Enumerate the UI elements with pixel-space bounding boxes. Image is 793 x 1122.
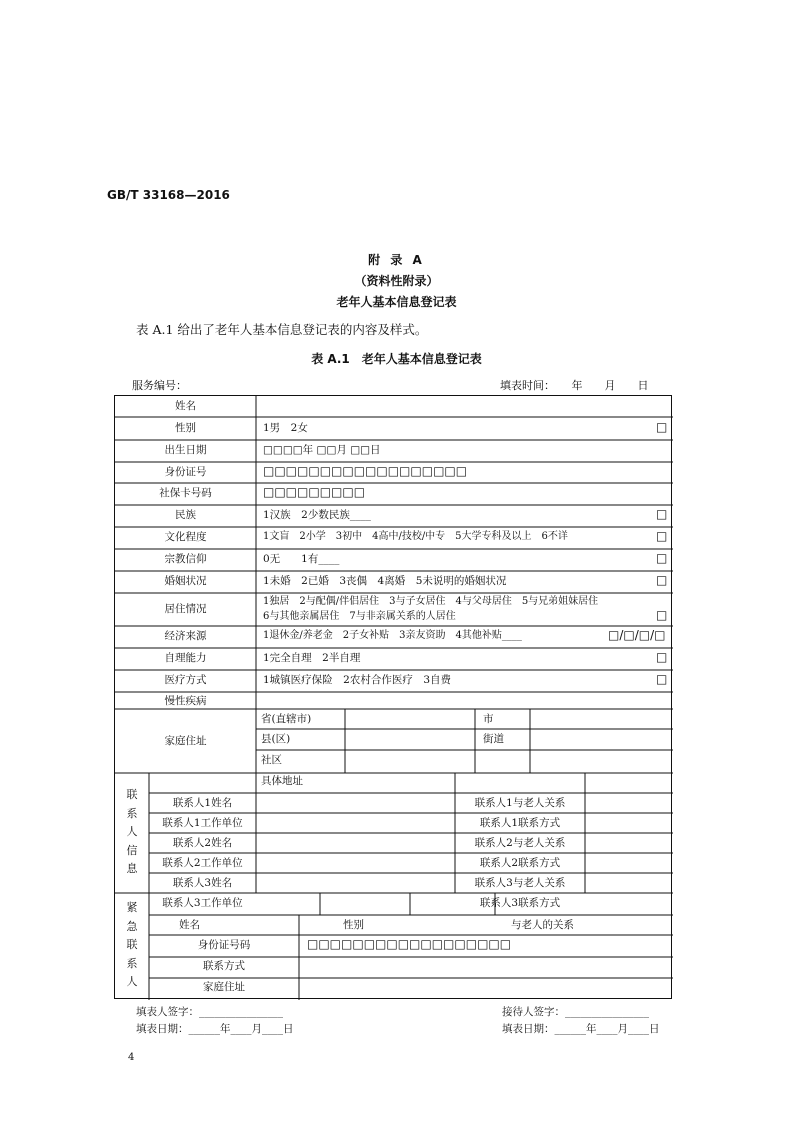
community-label: 社区 <box>261 754 282 766</box>
income-source-checkboxes[interactable]: □/□/□/□ <box>608 628 666 642</box>
marital-status-checkbox[interactable]: □ <box>656 573 668 587</box>
gender-label: 性别 <box>175 422 196 434</box>
self-care-label: 自理能力 <box>164 652 207 664</box>
intro-text: 表 A.1 给出了老年人基本信息登记表的内容及样式。 <box>136 322 428 337</box>
ethnicity-options: 1汉族 2少数民族____ <box>263 509 371 521</box>
emergency-phone-label: 联系方式 <box>203 960 245 972</box>
filler-signature: 填表人签字：________________ <box>136 1006 283 1018</box>
emergency-relation-label: 与老人的关系 <box>511 919 574 931</box>
detail-address-label: 具体地址 <box>261 775 303 787</box>
appendix-title: 附 录 A <box>368 253 425 267</box>
contact-row-1-right: 联系人1联系方式 <box>479 817 561 829</box>
income-source-options: 1退休金/养老金 2子女补贴 3亲友资助 4其他补贴____ <box>263 630 522 641</box>
residence-options-line2: 6与其他亲属居住 7与非亲属关系的人居住 <box>263 611 456 622</box>
income-source-label: 经济来源 <box>164 630 207 642</box>
id-number-boxes[interactable]: □□□□□□□□□□□□□□□□□□ <box>263 464 468 478</box>
contact-row-3-left: 联系人2工作单位 <box>162 857 243 869</box>
self-care-checkbox[interactable]: □ <box>656 650 668 664</box>
registration-form-table <box>114 395 672 999</box>
emergency-id-label: 身份证号码 <box>197 939 251 951</box>
home-address-label: 家庭住址 <box>164 735 207 747</box>
emergency-name-label: 姓名 <box>179 919 200 931</box>
residence-label: 居住情况 <box>164 603 207 615</box>
education-options: 1文盲 2小学 3初中 4高中/技校/中专 5大学专科及以上 6不详 <box>263 531 568 542</box>
ethnicity-checkbox[interactable]: □ <box>656 507 668 521</box>
appendix-name: 老年人基本信息登记表 <box>336 295 457 309</box>
emergency-id-boxes[interactable]: □□□□□□□□□□□□□□□□□□ <box>307 937 512 951</box>
education-checkbox[interactable]: □ <box>656 529 668 543</box>
medical-method-label: 医疗方式 <box>164 674 207 686</box>
contact-row-4-left: 联系人3姓名 <box>172 877 233 889</box>
appendix-type: （资料性附录） <box>354 274 439 288</box>
religion-label: 宗教信仰 <box>164 553 207 565</box>
name-label: 姓名 <box>175 400 196 412</box>
self-care-options: 1完全自理 2半自理 <box>263 652 361 664</box>
contact-row-2-left: 联系人2姓名 <box>172 837 233 849</box>
service-number-label: 服务编号： <box>132 379 187 392</box>
religion-options: 0无 1有____ <box>263 553 340 565</box>
contact-row-2-right: 联系人2与老人关系 <box>474 837 566 849</box>
birth-date-label: 出生日期 <box>164 444 207 456</box>
contact-row-1-left: 联系人1工作单位 <box>162 817 243 829</box>
street-label: 街道 <box>483 733 504 745</box>
table-caption: 表 A.1 老年人基本信息登记表 <box>311 352 482 366</box>
county-label: 县(区) <box>261 733 291 745</box>
contact-row-3-right: 联系人2联系方式 <box>479 857 561 869</box>
emergency-group-label: 紧急联系人 <box>126 901 138 988</box>
fill-date-left: 填表日期：______年____月____日 <box>136 1023 294 1035</box>
chronic-disease-label: 慢性疾病 <box>164 695 207 707</box>
emergency-gender-label: 性别 <box>343 919 364 931</box>
contact-row-5-left: 联系人3工作单位 <box>162 897 243 909</box>
contact-row-5-right: 联系人3联系方式 <box>479 897 561 909</box>
social-security-card-boxes[interactable]: □□□□□□□□□ <box>263 485 366 499</box>
medical-method-options: 1城镇医疗保险 2农村合作医疗 3自费 <box>263 674 452 686</box>
id-number-label: 身份证号 <box>164 466 207 478</box>
marital-status-options: 1未婚 2已婚 3丧偶 4离婚 5未说明的婚姻状况 <box>263 575 507 587</box>
medical-method-checkbox[interactable]: □ <box>656 672 668 686</box>
ethnicity-label: 民族 <box>175 509 196 521</box>
social-security-card-label: 社保卡号码 <box>159 487 212 499</box>
contact-row-0-right: 联系人1与老人关系 <box>474 797 566 809</box>
fill-time-label: 填表时间： 年 月 日 <box>500 379 649 392</box>
gender-options: 1男 2女 <box>263 422 308 434</box>
birth-date-boxes[interactable]: □□□□年 □□月 □□日 <box>263 444 381 456</box>
contacts-group-label: 联系人信息 <box>126 788 138 875</box>
emergency-address-label: 家庭住址 <box>203 981 245 993</box>
marital-status-label: 婚姻状况 <box>164 575 207 587</box>
education-label: 文化程度 <box>164 531 207 543</box>
contact-row-0-left: 联系人1姓名 <box>172 797 233 809</box>
religion-checkbox[interactable]: □ <box>656 551 668 565</box>
fill-date-right: 填表日期：______年____月____日 <box>502 1023 660 1035</box>
contact-row-4-right: 联系人3与老人关系 <box>474 877 566 889</box>
province-label: 省(直辖市) <box>261 713 312 725</box>
gender-checkbox[interactable]: □ <box>656 420 668 434</box>
page-number: 4 <box>128 1052 135 1063</box>
receiver-signature: 接待人签字：________________ <box>502 1006 649 1018</box>
residence-options-line1: 1独居 2与配偶/伴侣居住 3与子女居住 4与父母居住 5与兄弟姐妹居住 <box>263 596 599 607</box>
city-label: 市 <box>483 713 494 725</box>
residence-checkbox[interactable]: □ <box>656 608 668 622</box>
standard-number: GB/T 33168—2016 <box>107 188 230 202</box>
